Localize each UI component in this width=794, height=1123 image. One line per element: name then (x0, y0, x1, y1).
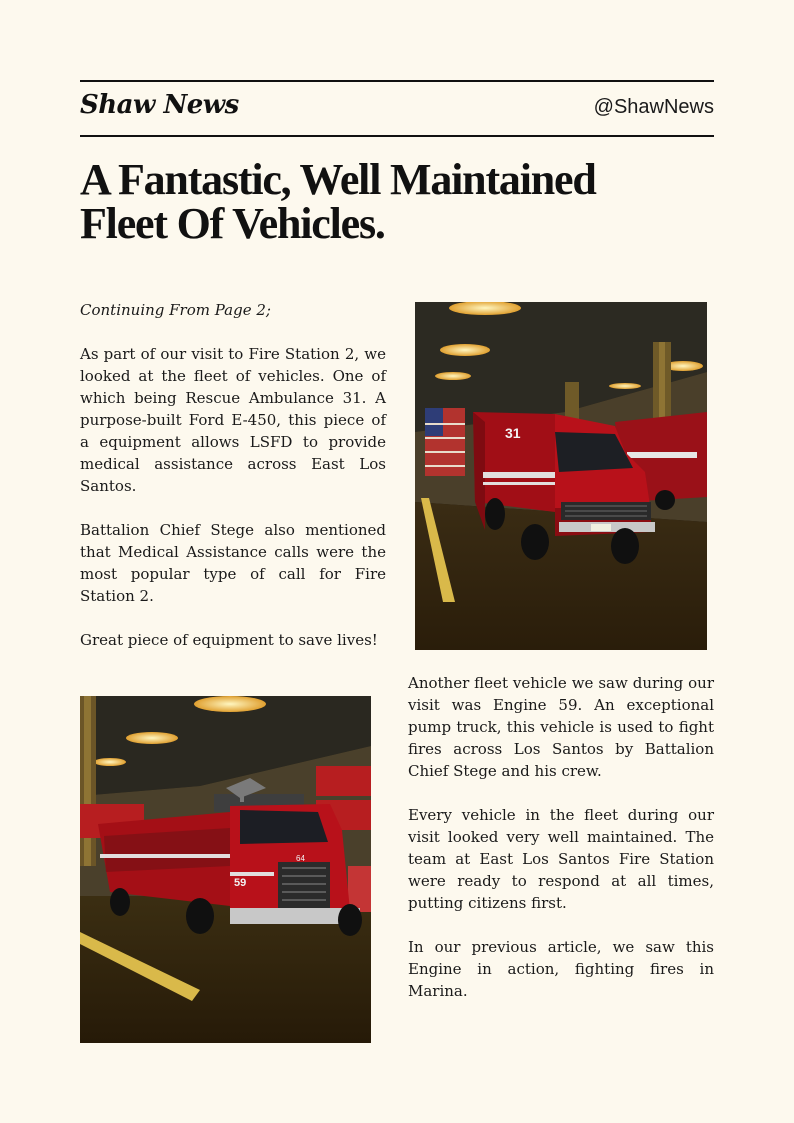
right-column (408, 672, 714, 1024)
masthead-logo: Shaw News (80, 90, 239, 120)
engine-photo (80, 696, 371, 1043)
paragraph-save-lives: Great piece of equipment to save lives! (80, 631, 378, 649)
paragraph-previous-article: In our previous article, we saw this Engine in action, fighting fires in Marina. (408, 938, 714, 1000)
masthead-bottom-rule (80, 135, 714, 137)
article-headline (80, 155, 720, 248)
left-column (80, 299, 386, 673)
headline-line-2: Fleet Of Vehicles. (80, 199, 385, 248)
engine-cab-number: 64 (296, 854, 305, 863)
masthead-top-rule (80, 80, 714, 82)
paragraph-ambulance: As part of our visit to Fire Station 2, we looked at the fleet of vehicles. One of which being Rescue Ambulance 31. A purpose-built Ford E-450, this piece of a equipment allows LSFD to provide medical assistance across East Los Santos. (80, 345, 386, 495)
engine-unit-number: 59 (234, 877, 247, 889)
social-handle: @ShawNews (593, 96, 714, 118)
continuation-kicker: Continuing From Page 2; (80, 301, 271, 319)
paragraph-maintenance: Every vehicle in the fleet during our visit looked very well maintained. The team at East Los Santos Fire Station were ready to respond at all times, putting citizens first. (408, 806, 714, 912)
paragraph-medical-calls: Battalion Chief Stege also mentioned that Medical Assistance calls were the most popular type of call for Fire Station 2. (80, 521, 386, 605)
headline-line-1: A Fantastic, Well Maintained (80, 155, 596, 204)
ambulance-unit-number: 31 (505, 425, 521, 441)
paragraph-engine: Another fleet vehicle we saw during our visit was Engine 59. An exceptional pump truck, this vehicle is used to fight fires across Los Santos by Battalion Chief Stege and his crew. (408, 674, 714, 780)
ambulance-photo (415, 302, 707, 650)
